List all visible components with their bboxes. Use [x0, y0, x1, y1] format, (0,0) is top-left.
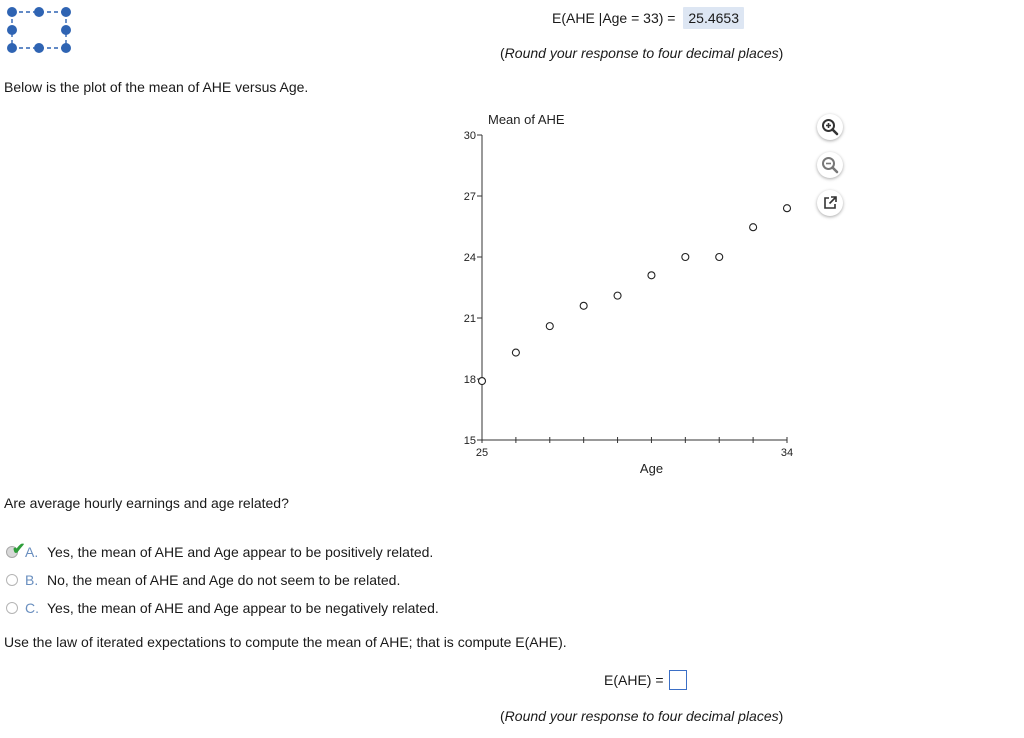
data-point — [682, 254, 689, 261]
data-point — [512, 349, 519, 356]
radio-b[interactable] — [6, 574, 18, 586]
data-point — [750, 224, 757, 231]
conditional-answer[interactable]: 25.4653 — [683, 7, 744, 29]
conditional-expectation — [552, 7, 744, 29]
round-note-bottom: (Round your response to four decimal places) — [500, 708, 784, 724]
data-point — [648, 272, 655, 279]
answer-options — [4, 538, 439, 622]
zoom-out-button[interactable] — [817, 152, 843, 178]
y-tick-label: 15 — [463, 435, 476, 447]
data-point — [580, 302, 587, 309]
zoom-out-icon — [821, 156, 839, 174]
conditional-expression: E(AHE |Age = 33) = — [552, 10, 676, 26]
zoom-in-icon — [821, 118, 839, 136]
checkmark-icon: ✔ — [12, 541, 26, 558]
option-b-text: No, the mean of AHE and Age do not seem to be related. — [47, 572, 401, 588]
question-text: Are average hourly earnings and age related? — [4, 495, 289, 511]
expected-ahe-row — [604, 670, 687, 690]
scatter-chart — [440, 100, 820, 485]
y-tick-label: 30 — [463, 130, 476, 142]
x-axis-label: Age — [639, 461, 664, 476]
x-tick-label: 34 — [780, 447, 794, 459]
round-note-top: (Round your response to four decimal places) — [500, 45, 784, 61]
data-point — [716, 254, 723, 261]
data-point — [479, 378, 486, 385]
option-c-letter: C. — [25, 600, 39, 616]
option-a[interactable] — [4, 538, 439, 566]
expected-ahe-input[interactable] — [669, 670, 687, 690]
option-a-text: Yes, the mean of AHE and Age appear to be positively related. — [47, 544, 434, 560]
data-point — [546, 323, 553, 330]
zoom-in-button[interactable] — [817, 114, 843, 140]
x-tick-label: 25 — [475, 447, 489, 459]
y-tick-label: 27 — [463, 191, 476, 203]
chart-title: Mean of AHE — [488, 112, 565, 127]
y-tick-label: 18 — [463, 374, 476, 386]
radio-c[interactable] — [6, 602, 18, 614]
plot-intro-text: Below is the plot of the mean of AHE versus Age. — [4, 79, 309, 95]
graph-thumbnail-icon[interactable] — [4, 4, 76, 56]
data-point — [614, 292, 621, 299]
option-c-text: Yes, the mean of AHE and Age appear to be negatively related. — [47, 600, 439, 616]
option-b[interactable] — [4, 566, 439, 594]
y-tick-label: 21 — [463, 313, 476, 325]
popout-icon — [822, 195, 838, 211]
y-tick-label: 24 — [463, 252, 476, 264]
option-b-letter: B. — [25, 572, 39, 588]
popout-button[interactable] — [817, 190, 843, 216]
expected-ahe-label: E(AHE) = — [604, 672, 664, 688]
option-c[interactable] — [4, 594, 439, 622]
option-a-letter: A. — [25, 544, 39, 560]
data-point — [784, 205, 791, 212]
law-instruction-text: Use the law of iterated expectations to compute the mean of AHE; that is compute E(AHE). — [4, 634, 567, 650]
